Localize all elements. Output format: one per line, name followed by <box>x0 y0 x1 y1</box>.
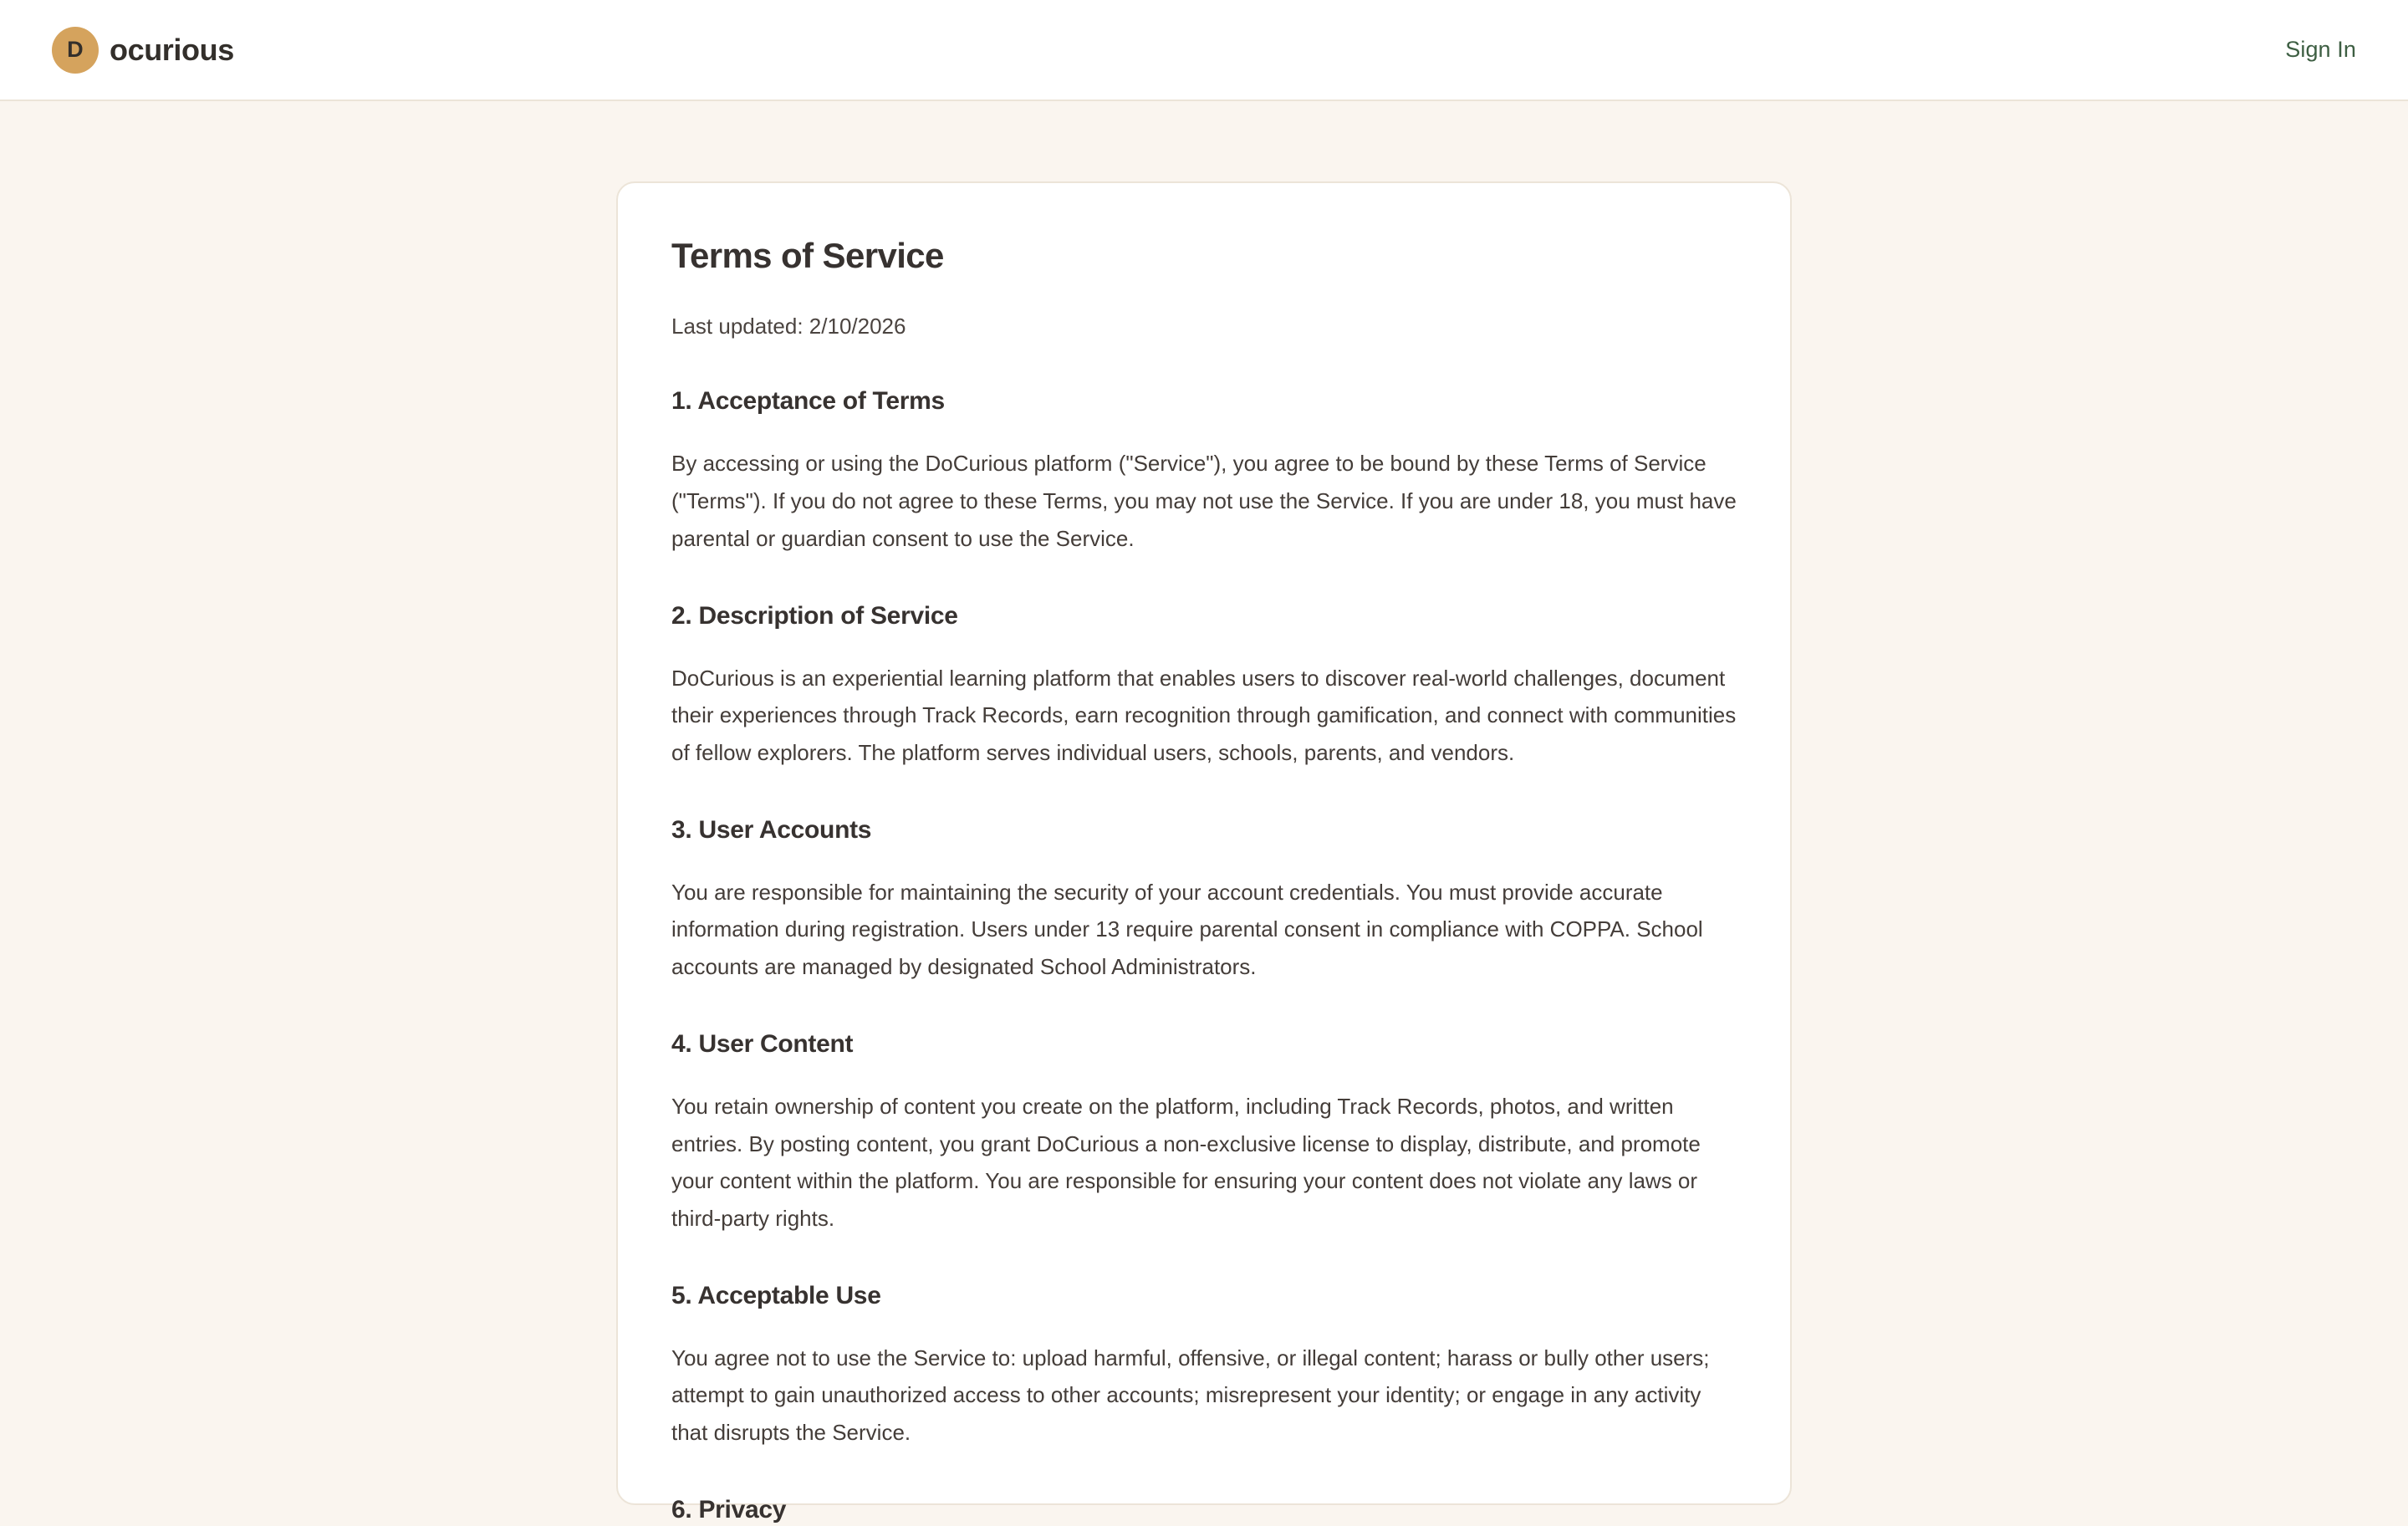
brand-badge-icon: D <box>52 27 99 74</box>
page-body <box>0 101 2408 1523</box>
section-heading: 5. Acceptable Use <box>671 1281 881 1309</box>
brand-name: ocurious <box>110 32 234 67</box>
terms-section <box>671 1028 1737 1238</box>
section-heading: 6. Privacy <box>671 1495 787 1523</box>
terms-section <box>671 1279 1737 1452</box>
section-body: You retain ownership of content you create on the platform, including Track Records, photos, and written entries. By posting content, you grant DoCurious a non-exclusive license to display, distribute, and promote your content within the platform. You are responsible for ensuring your content does not violate any laws or third-party rights. <box>671 1093 1701 1232</box>
section-body: You agree not to use the Service to: upload harmful, offensive, or illegal content; harass or bully other users; attempt to gain unauthorized access to other accounts; misrepresent your identity; or engage in any activity that disrupts the Service. <box>671 1345 1710 1446</box>
terms-section <box>671 814 1737 986</box>
terms-section <box>671 1493 1737 1526</box>
brand-logo[interactable] <box>52 27 234 74</box>
page-title: Terms of Service <box>671 236 944 275</box>
sign-in-link[interactable]: Sign In <box>2285 37 2356 62</box>
site-header <box>0 0 2408 101</box>
section-heading: 2. Description of Service <box>671 601 958 630</box>
section-heading: 3. User Accounts <box>671 815 872 844</box>
section-heading: 4. User Content <box>671 1029 854 1058</box>
section-body: You are responsible for maintaining the security of your account credentials. You must provide accurate information during registration. Users under 13 require parental consent in compliance with COPPA. School accounts are managed by designated School Administrators. <box>671 879 1703 980</box>
section-body: By accessing or using the DoCurious platform ("Service"), you agree to be bound by these Terms of Service ("Terms"). If you do not agree to these Terms, you may not use the Service. If you are under 18, you must have parental or guardian consent to use the Service. <box>671 451 1737 551</box>
terms-section <box>671 600 1737 772</box>
last-updated-text: Last updated: 2/10/2026 <box>671 314 906 339</box>
section-heading: 1. Acceptance of Terms <box>671 387 945 416</box>
terms-of-service-card <box>616 181 1792 1523</box>
section-body: DoCurious is an experiential learning platform that enables users to discover real-world challenges, document their experiences through Track Records, earn recognition through gamification, and connect with communities of fellow explorers. The platform serves individual users, schools, parents, and vendors. <box>671 665 1737 765</box>
terms-section <box>671 385 1737 557</box>
